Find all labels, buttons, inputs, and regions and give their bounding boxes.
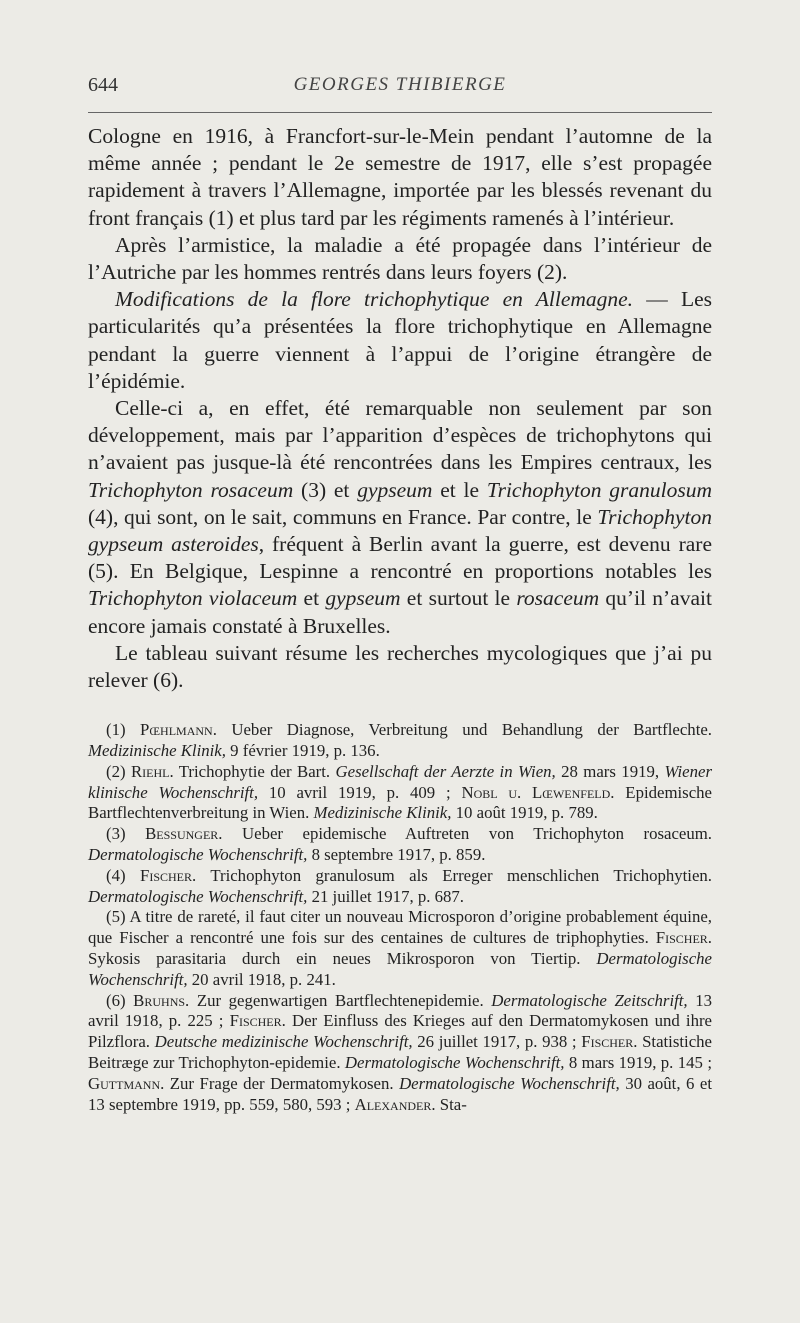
main-text	[88, 123, 712, 694]
header-rule	[88, 112, 712, 113]
paragraph-continuation: Cologne en 1916, à Francfort-sur-le-Mein pendant l’automne de la même année ; pendant le 2e semestre de 1917, elle s’est propagée rapidement à travers l’Allemagne, importée par les blessés revenant du front français (1) et plus tard par les régiments ramenés à l’intérieur.	[88, 124, 712, 230]
page-header	[88, 72, 712, 98]
footnote-1: (1) Pœhlmann. Ueber Diagnose, Verbreitung und Behandlung der Bartflechte. Medizinische Klinik, 9 février 1919, p. 136.	[88, 720, 712, 761]
footnote-5: (5) A titre de rareté, il faut citer un nouveau Microsporon d’origine probablement équine, que Fischer a rencontré une fois sur des centaines de cultures de triphophyties. Fischer. Sykosis parasitaria durch ein neues Mikrosporon von Tiertip. Dermatologische Wochenschrift, 20 avril 1918, p. 241.	[88, 907, 712, 989]
paragraph-armistice: Après l’armistice, la maladie a été propagée dans l’intérieur de l’Autriche par les hommes rentrés dans leurs foyers (2).	[88, 232, 712, 285]
paragraph-text: — Les particularités qu’a présentées la flore trichophytique en Allemagne pendant la guerre viennent à l’appui de l’origine étrangère de l’épidémie.	[88, 287, 712, 393]
paragraph-table-intro: Le tableau suivant résume les recherches mycologiques que j’ai pu relever (6).	[88, 640, 712, 693]
footnote-3: (3) Bessunger. Ueber epidemische Auftreten von Trichophyton rosaceum. Dermatologische Wochenschrift, 8 septembre 1917, p. 859.	[88, 824, 712, 865]
paragraph-flora-modifications	[88, 286, 712, 395]
running-head: GEORGES THIBIERGE	[293, 74, 507, 95]
footnote-4: (4) Fischer. Trichophyton granulosum als Erreger menschlichen Trichophytien. Dermatologische Wochenschrift, 21 juillet 1917, p. 687.	[88, 865, 713, 906]
paragraph-trichophyton-species: Celle-ci a, en effet, été remarquable non seulement par son développement, mais par l’apparition d’espèces de trichophytons qui n’avaient pas jusque-là été rencontrées dans les Empires centraux, les Trichophyton rosaceum (3) et gypseum et le Trichophyton granulosum (4), qui sont, on le sait, communs en France. Par contre, le Trichophyton gypseum asteroides, fréquent à Berlin avant la guerre, est devenu rare (5). En Belgique, Lespinne a rencontré en proportions notables les Trichophyton violaceum et gypseum et surtout le rosaceum qu’il n’avait encore jamais constaté à Bruxelles.	[88, 396, 712, 638]
section-heading: Modifications de la flore trichophytique en Allemagne.	[115, 287, 634, 312]
footnote-6: (6) Bruhns. Zur gegenwartigen Bartflechtenepidemie. Dermatologische Zeitschrift, 13 avril 1918, p. 225 ; Fischer. Der Einfluss des Krieges auf den Dermatomykosen und ihre Pilzflora. Deutsche medizinische Wochenschrift, 26 juillet 1917, p. 938 ; Fischer. Statistiche Beitræge zur Trichophyton-epidemie. Dermatologische Wochenschrift, 8 mars 1919, p. 145 ; Guttmann. Zur Frage der Dermatomykosen. Dermatologische Wochenschrift, 30 août, 6 et 13 septembre 1919, pp. 559, 580, 593 ; Alexander. Sta-	[88, 990, 713, 1114]
page-number: 644	[88, 74, 118, 96]
footnote-2: (2) Riehl. Trichophytie der Bart. Gesellschaft der Aerzte in Wien, 28 mars 1919, Wiener klinische Wochenschrift, 10 avril 1919, p. 409 ; Nobl u. Lœwenfeld. Epidemische Bartflechtenverbreitung in Wien. Medizinische Klinik, 10 août 1919, p. 789.	[88, 761, 712, 823]
footnotes	[88, 720, 712, 1115]
book-page	[88, 72, 712, 1115]
